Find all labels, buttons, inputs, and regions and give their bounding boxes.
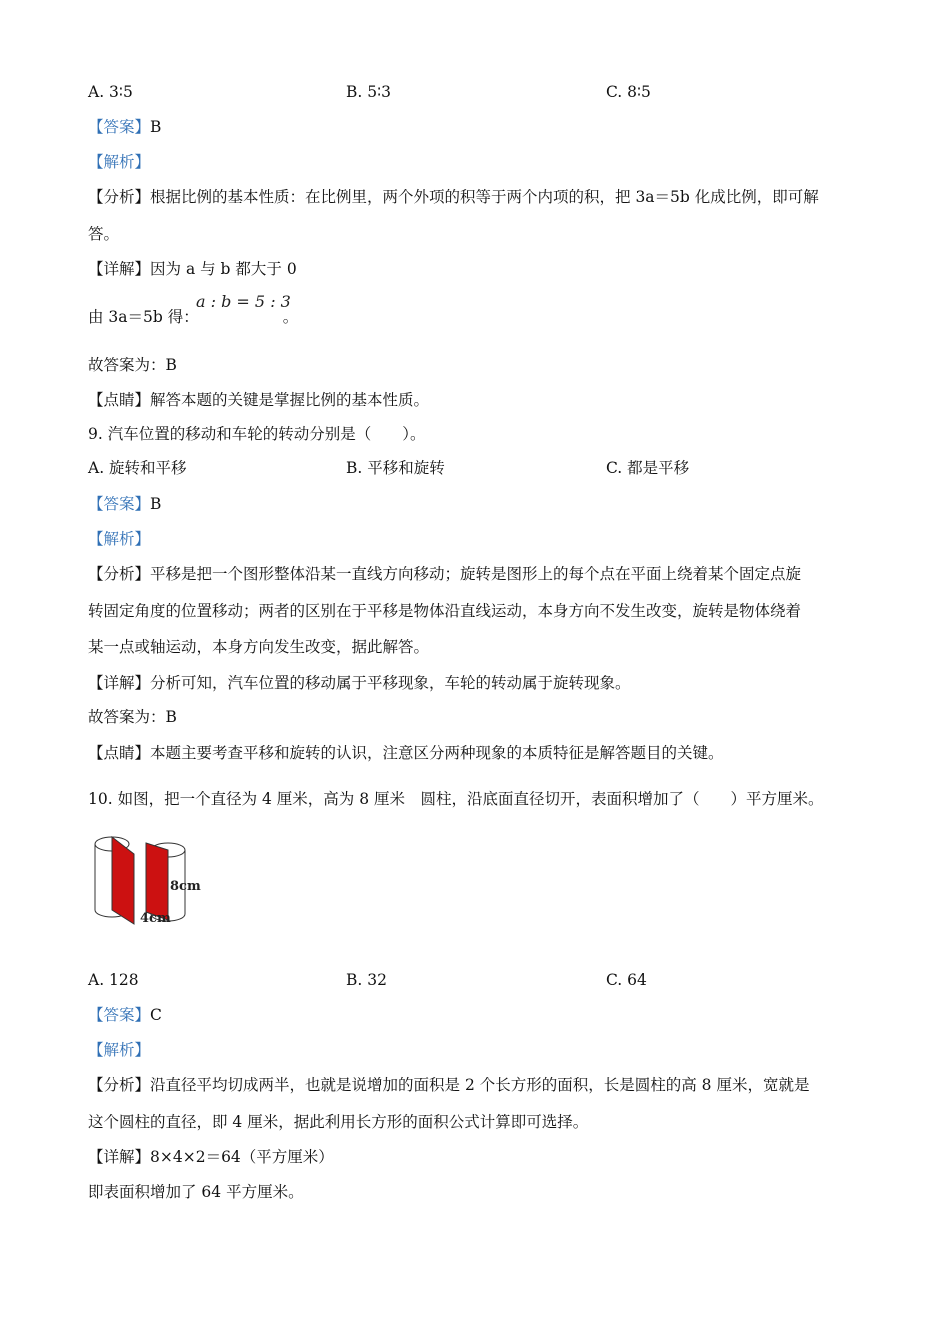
q8-option-b: B. 5∶3 — [346, 83, 392, 101]
q8-answer — [88, 117, 161, 137]
q9-fenxi-2: 转固定角度的位置移动；两者的区别在于平移是物体沿直线运动，本身方向不发生改变，旋转是物体绕着 — [88, 602, 802, 620]
dianjing-tag: 【点睛】 — [88, 744, 151, 762]
detail-suffix: 。 — [282, 308, 299, 326]
q10-fenxi-2: 这个圆柱的直径，即 4 厘米，据此利用长方形的面积公式计算即可选择。 — [88, 1113, 589, 1131]
q10-fenxi-1 — [88, 1075, 809, 1095]
q10-answer — [88, 1005, 162, 1025]
dianjing-text: 解答本题的关键是掌握比例的基本性质。 — [150, 391, 430, 409]
q9-fenxi-1 — [88, 564, 801, 584]
q8-fenxi-1 — [88, 187, 819, 207]
dianjing-text: 本题主要考查平移和旋转的认识，注意区分两种现象的本质特征是解答题目的关键。 — [150, 744, 724, 762]
q10-option-b: B. 32 — [346, 971, 387, 989]
answer-tag: 【答案】 — [88, 1006, 151, 1024]
q8-dianjing — [88, 390, 429, 410]
q10-detail — [88, 1147, 334, 1167]
detail-tag: 【详解】 — [88, 260, 151, 278]
q8-analysis-tag: 【解析】 — [88, 153, 151, 171]
q8-fenxi-2: 答。 — [88, 225, 120, 243]
cylinder-diagram — [90, 832, 210, 928]
detail-tag: 【详解】 — [88, 1148, 151, 1166]
q10-option-a: A. 128 — [88, 971, 139, 989]
fenxi-tag: 【分析】 — [88, 188, 151, 206]
q9-conclusion: 故答案为：B — [88, 708, 177, 726]
detail-tag: 【详解】 — [88, 674, 151, 692]
q8-conclusion: 故答案为：B — [88, 356, 177, 374]
fenxi-tag: 【分析】 — [88, 1076, 151, 1094]
q9-analysis-tag: 【解析】 — [88, 530, 151, 548]
q8-detail-math: a : b = 5 : 3 — [196, 292, 291, 311]
answer-tag: 【答案】 — [88, 118, 151, 136]
fenxi-text: 沿直径平均切成两半，也就是说增加的面积是 2 个长方形的面积，长是圆柱的高 8 厘米，宽就是 — [150, 1076, 810, 1094]
detail-text: 分析可知，汽车位置的移动属于平移现象，车轮的转动属于旋转现象。 — [150, 674, 631, 692]
q9-detail — [88, 673, 631, 693]
q9-dianjing — [88, 743, 724, 763]
dianjing-tag: 【点睛】 — [88, 391, 151, 409]
q8-option-c: C. 8∶5 — [606, 83, 651, 101]
q8-detail-2 — [88, 307, 298, 327]
diameter-label: 4cm — [140, 911, 171, 926]
q10-figure-cylinder — [90, 832, 210, 932]
q8-option-a: A. 3∶5 — [88, 83, 133, 101]
q9-fenxi-3: 某一点或轴运动，本身方向发生改变，据此解答。 — [88, 638, 430, 656]
left-cut-face — [112, 837, 134, 924]
detail-text: 因为 a 与 b 都大于 0 — [150, 260, 297, 278]
detail-text: 8×4×2＝64（平方厘米） — [150, 1148, 334, 1166]
fenxi-tag: 【分析】 — [88, 565, 151, 583]
q9-option-b: B. 平移和旋转 — [346, 459, 445, 477]
answer-tag: 【答案】 — [88, 495, 151, 513]
answer-value: B — [150, 118, 162, 136]
q9-answer — [88, 494, 161, 514]
answer-value: B — [150, 495, 162, 513]
fenxi-text: 平移是把一个图形整体沿某一直线方向移动；旋转是图形上的每个点在平面上绕着某个固定点旋 — [150, 565, 802, 583]
q9-option-c: C. 都是平移 — [606, 459, 690, 477]
q9-option-a: A. 旋转和平移 — [88, 459, 187, 477]
right-cut-face — [146, 843, 168, 920]
detail-prefix: 由 3a＝5b 得： — [88, 308, 199, 326]
q9-question: 9. 汽车位置的移动和车轮的转动分别是（ ）。 — [88, 425, 426, 443]
fenxi-text: 根据比例的基本性质：在比例里，两个外项的积等于两个内项的积，把 3a＝5b 化成比例，即可解 — [150, 188, 819, 206]
q10-option-c: C. 64 — [606, 971, 647, 989]
answer-value: C — [150, 1006, 162, 1024]
q10-analysis-tag: 【解析】 — [88, 1041, 151, 1059]
height-label: 8cm — [170, 879, 201, 894]
q10-conclusion: 即表面积增加了 64 平方厘米。 — [88, 1183, 304, 1201]
q10-question: 10. 如图，把一个直径为 4 厘米，高为 8 厘米 圆柱，沿底面直径切开，表面积增加了（ ）平方厘米。 — [88, 790, 824, 808]
q8-detail-1 — [88, 259, 297, 279]
